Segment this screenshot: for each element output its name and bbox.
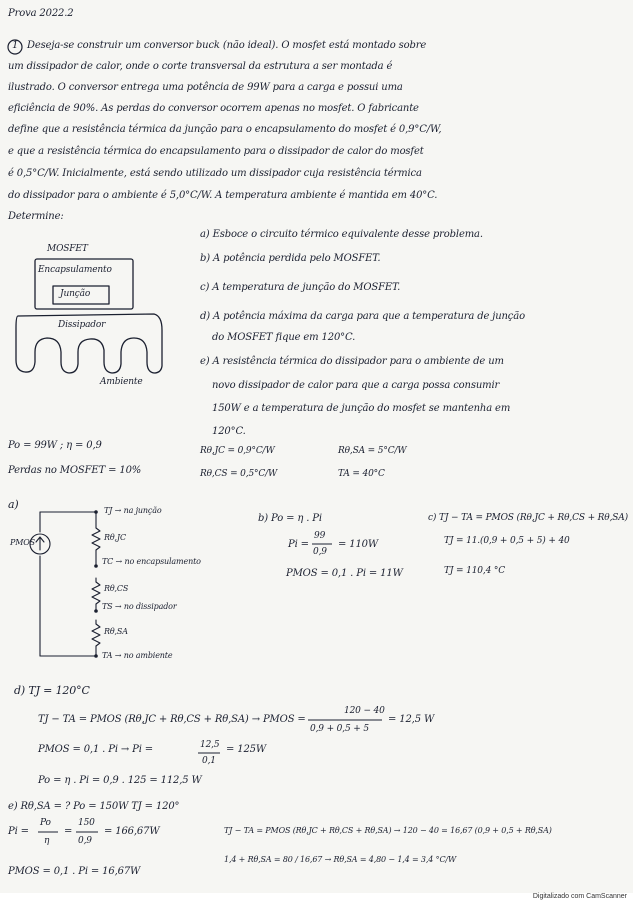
scanner-footer (0, 893, 633, 904)
answer-b-pi-num: 99 (314, 531, 326, 541)
given-rjc: Rθ,JC = 0,9°C/W (200, 446, 275, 456)
given-rsa: Rθ,SA = 5°C/W (338, 446, 407, 456)
scanner-watermark: Digitalizado com CamScanner (532, 893, 627, 900)
answer-e-pi-lhs: Pi = (8, 826, 29, 837)
tc-label: TC → no encapsulamento (102, 557, 201, 566)
answer-b-line1: b) Po = η . Pi (258, 513, 322, 524)
ts-label: TS → no dissipador (102, 602, 177, 611)
encapsulamento-label: Encapsulamento (38, 265, 112, 275)
answer-b-line3: PMOS = 0,1 . Pi = 11W (286, 568, 403, 579)
answer-d-line1: d) TJ = 120°C (14, 684, 90, 697)
answer-e-line1: e) Rθ,SA = ? Po = 150W TJ = 120° (8, 801, 180, 812)
statement-line: um dissipador de calor, onde o corte transversal da estrutura a ser montada é (8, 61, 393, 72)
ta-label: TA → no ambiente (102, 651, 173, 660)
answer-e-pi-den2: 0,9 (78, 836, 92, 846)
question-d-cont: do MOSFET fique em 120°C. (212, 332, 356, 343)
answer-d-line2-num: 120 − 40 (344, 706, 385, 716)
given-perdas: Perdas no MOSFET = 10% (8, 465, 142, 476)
answer-e-pi-den1: η (44, 836, 50, 846)
answer-e-pi-num2: 150 (78, 818, 95, 828)
statement-line: e que a resistência térmica do encapsulamento para o dissipador de calor do mosfet (8, 146, 424, 157)
question-b: b) A potência perdida pelo MOSFET. (200, 253, 381, 264)
answer-d-line2-rhs: = 12,5 W (388, 714, 435, 725)
answer-e-pi-eq: = (64, 826, 73, 837)
given-po: Po = 99W ; η = 0,9 (8, 440, 102, 451)
answer-d-line3-rhs: = 125W (226, 744, 267, 755)
rcs-label: Rθ,CS (104, 584, 129, 593)
answer-b-pi-rhs: = 110W (338, 539, 379, 550)
answer-b-pi-lhs: Pi = (288, 539, 309, 550)
answer-d-line3-den: 0,1 (202, 756, 216, 766)
question-a: a) Esboce o circuito térmico equivalente desse problema. (200, 229, 483, 240)
determine-label: Determine: (8, 211, 64, 222)
tj-label: TJ → na junção (104, 506, 162, 515)
rjc-label: Rθ,JC (104, 533, 126, 542)
juncao-label: Junção (60, 289, 91, 299)
answer-c-line3: TJ = 110,4 °C (444, 566, 505, 576)
answer-e-pmos: PMOS = 0,1 . Pi = 16,67W (8, 866, 141, 877)
answer-d-line4: Po = η . Pi = 0,9 . 125 = 112,5 W (38, 775, 202, 786)
question-e-cont: 150W e a temperatura de junção do mosfet se mantenha em (212, 403, 511, 414)
question-e-cont: novo dissipador de calor para que a carga possa consumir (212, 380, 500, 391)
answer-b-pi-den: 0,9 (313, 547, 327, 557)
ambiente-label: Ambiente (100, 377, 143, 387)
mosfet-label: MOSFET (47, 244, 88, 254)
source-label: PMOS (10, 538, 36, 547)
answer-e-rhs-line2: 1,4 + Rθ,SA = 80 / 16,67 → Rθ,SA = 4,80 − 1,4 = 3,4 °C/W (224, 855, 457, 864)
statement-line: define que a resistência térmica da junção para o encapsulamento do mosfet é 0,9°C/W, (8, 124, 442, 135)
answer-d-line3-lhs: PMOS = 0,1 . Pi → Pi = (38, 744, 154, 755)
statement-line: Deseja-se construir um conversor buck (não ideal). O mosfet está montado sobre (27, 40, 427, 51)
answer-d-line2-den: 0,9 + 0,5 + 5 (310, 724, 369, 734)
question-e-cont: 120°C. (212, 426, 246, 437)
statement-line: do dissipador para o ambiente é 5,0°C/W. A temperatura ambiente é mantida em 40°C. (8, 190, 438, 201)
given-rcs: Rθ,CS = 0,5°C/W (200, 469, 278, 479)
answer-e-rhs-line1: TJ − TA = PMOS (Rθ,JC + Rθ,CS + Rθ,SA) → 120 − 40 = 16,67 (0,9 + 0,5 + Rθ,SA) (224, 826, 552, 835)
answer-c-line1: c) TJ − TA = PMOS (Rθ,JC + Rθ,CS + Rθ,SA) (428, 513, 629, 523)
question-c: c) A temperatura de junção do MOSFET. (200, 282, 401, 293)
statement-line: eficiência de 90%. As perdas do conversor ocorrem apenas no mosfet. O fabricante (8, 103, 419, 114)
answer-d-line2-lhs: TJ − TA = PMOS (Rθ,JC + Rθ,CS + Rθ,SA) → PMOS = (38, 714, 306, 725)
dissipador-label: Dissipador (58, 320, 106, 330)
rsa-label: Rθ,SA (104, 627, 128, 636)
question-d: d) A potência máxima da carga para que a temperatura de junção (200, 311, 525, 322)
answer-a-label: a) (8, 498, 19, 511)
statement-line: ilustrado. O conversor entrega uma potência de 99W para a carga e possui uma (8, 82, 403, 93)
question-e: e) A resistência térmica do dissipador para o ambiente de um (200, 356, 504, 367)
problem-number: 1 (12, 40, 19, 51)
answer-c-line2: TJ = 11.(0,9 + 0,5 + 5) + 40 (444, 536, 570, 546)
answer-e-pi-num1: Po (40, 818, 51, 828)
answer-e-pi-rhs: = 166,67W (104, 826, 160, 837)
statement-line: é 0,5°C/W. Inicialmente, está sendo utilizado um dissipador cuja resistência térmica (8, 168, 422, 179)
answer-d-line3-num: 12,5 (200, 740, 220, 750)
page-title: Prova 2022.2 (8, 8, 74, 19)
given-ta: TA = 40°C (338, 469, 385, 479)
